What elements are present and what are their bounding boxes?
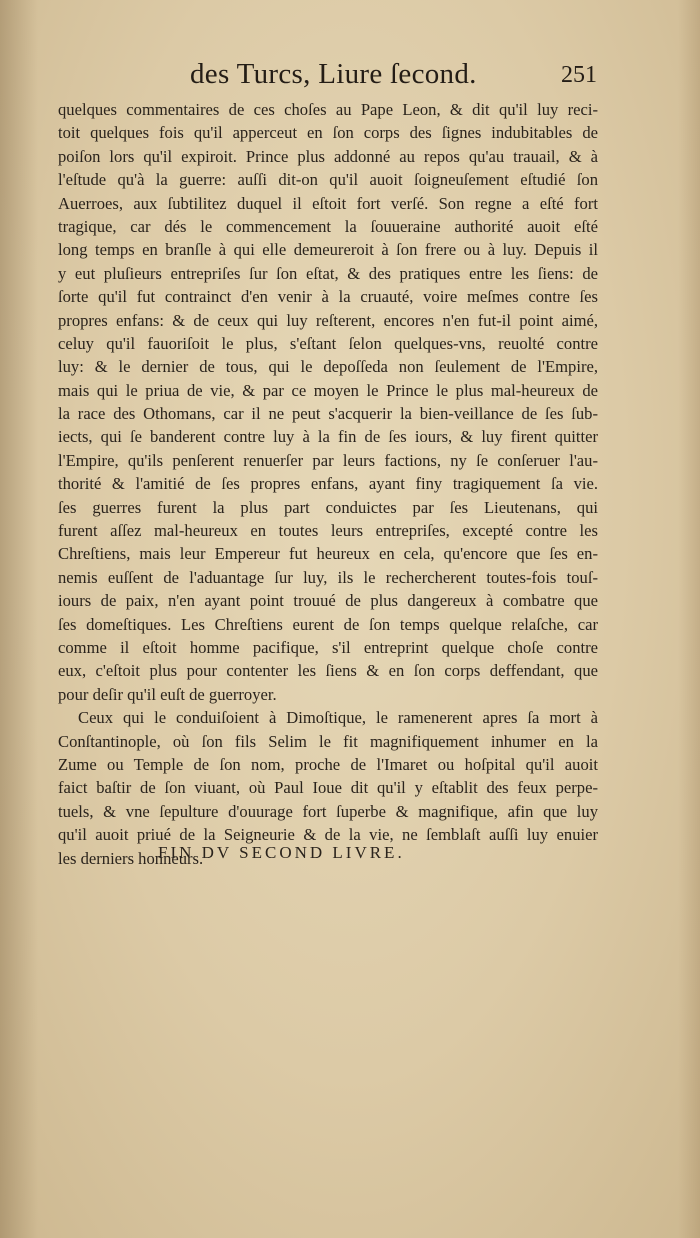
page-number: 251 [561,62,597,88]
text-line: celuy qu'il fauoriſoit le plus, s'eſtant ſelon quelques-vns, reuolté contre [58,333,598,353]
text-line: l'eſtude qu'à la guerre: auſſi dit-on qu'il auoit ſoigneuſement eſtudié ſon [58,170,598,190]
text-line: propres enfans: & de ceux qui luy reſterent, encores n'en fut-il point aimé, [58,310,598,330]
colophon-end-of-book: FIN DV SECOND LIVRE. [158,843,405,862]
text-line: Conſtantinople, où ſon fils Selim le fit magnifiquement inhumer en la [58,731,598,751]
text-line: quelques commentaires de ces choſes au Pape Leon, & dit qu'il luy reci- [58,100,598,119]
text-line: iours de paix, n'en ayant point trouué de plus dangereux à combatre que [58,591,598,611]
text-line: tuels, & vne ſepulture d'ouurage fort ſuperbe & magnifique, afin que luy [58,801,598,821]
text-line: tragique, car dés le commencement la ſouueraine authorité auoit eſté [58,216,598,236]
body-text [58,98,598,870]
text-line: eux, c'eſtoit plus pour contenter les ſiens & en ſon corps deffendant, que [58,661,598,681]
text-line: long temps en branſle à qui elle demeureroit à ſon frere ou à luy. Depuis il [58,240,598,260]
text-line: poiſon lors qu'il expiroit. Prince plus addonné au repos qu'au trauail, & à [58,146,598,166]
running-title: des Turcs, Liure ſecond. [190,58,477,90]
text-line: les derniers honneurs. [58,848,204,868]
text-line: la race des Othomans, car il ne peut s'acquerir la bien-veillance de ſes ſub- [58,404,598,424]
text-line: mais qui le priua de vie, & par ce moyen le Prince le plus mal-heureux de [58,380,598,400]
text-line: Ceux qui le conduiſoient à Dimoſtique, le ramenerent apres ſa mort à [78,708,598,728]
text-line: pour deſir qu'il euſt de guerroyer. [58,684,277,704]
text-line: iects, qui ſe banderent contre luy à la fin de ſes iours, & luy firent quitter [58,427,598,447]
text-line: luy: & le dernier de tous, qui le depoſſeda non ſeulement de l'Empire, [58,357,598,377]
text-line: Zume ou Temple de ſon nom, proche de l'Imaret ou hoſpital qu'il auoit [58,754,598,774]
text-line: ſes guerres furent la plus part conduictes par ſes Lieutenans, qui [58,497,598,517]
text-line: ſorte qu'il fut contrainct d'en venir à la cruauté, voire meſmes contre ſes [58,287,598,307]
text-line: Auerroes, aux ſubtilitez duquel il eſtoit fort verſé. Son regne a eſté fort [58,193,598,213]
text-line: Chreſtiens, mais leur Empereur fut heureux en cela, qu'encore que ſes en- [58,544,598,564]
text-line: l'Empire, qu'ils penſerent renuerſer par leurs factions, ny ſe conſeruer l'au- [58,450,598,470]
text-line: furent aſſez mal-heureux en toutes leurs entrepriſes, excepté contre les [58,521,598,541]
text-line: toit quelques fois qu'il apperceut en ſon corps des ſignes indubitables de [58,123,598,143]
text-line: thorité & l'amitié de ſes propres enfans, ayant finy tragiquement ſa vie. [58,474,598,494]
text-line: ſes domeſtiques. Les Chreſtiens eurent de ſon temps quelque relaſche, car [58,614,598,634]
paragraph-1 [58,98,598,706]
text-line: qu'il auoit priué de la Seigneurie & de la vie, ne ſemblaſt auſſi luy enuier [58,825,598,845]
text-line: comme il eſtoit homme pacifique, s'il entreprint quelque choſe contre [58,637,598,657]
text-line: nemis euſſent de l'aduantage ſur luy, ils le rechercherent toutes-fois touſ- [58,567,598,587]
text-line: y eut pluſieurs entrepriſes ſur ſon eſtat, & des pratiques entre les ſiens: de [58,263,598,283]
text-line: faict baſtir de ſon viuant, où Paul Ioue dit qu'il y eſtablit des feux perpe- [58,778,598,798]
